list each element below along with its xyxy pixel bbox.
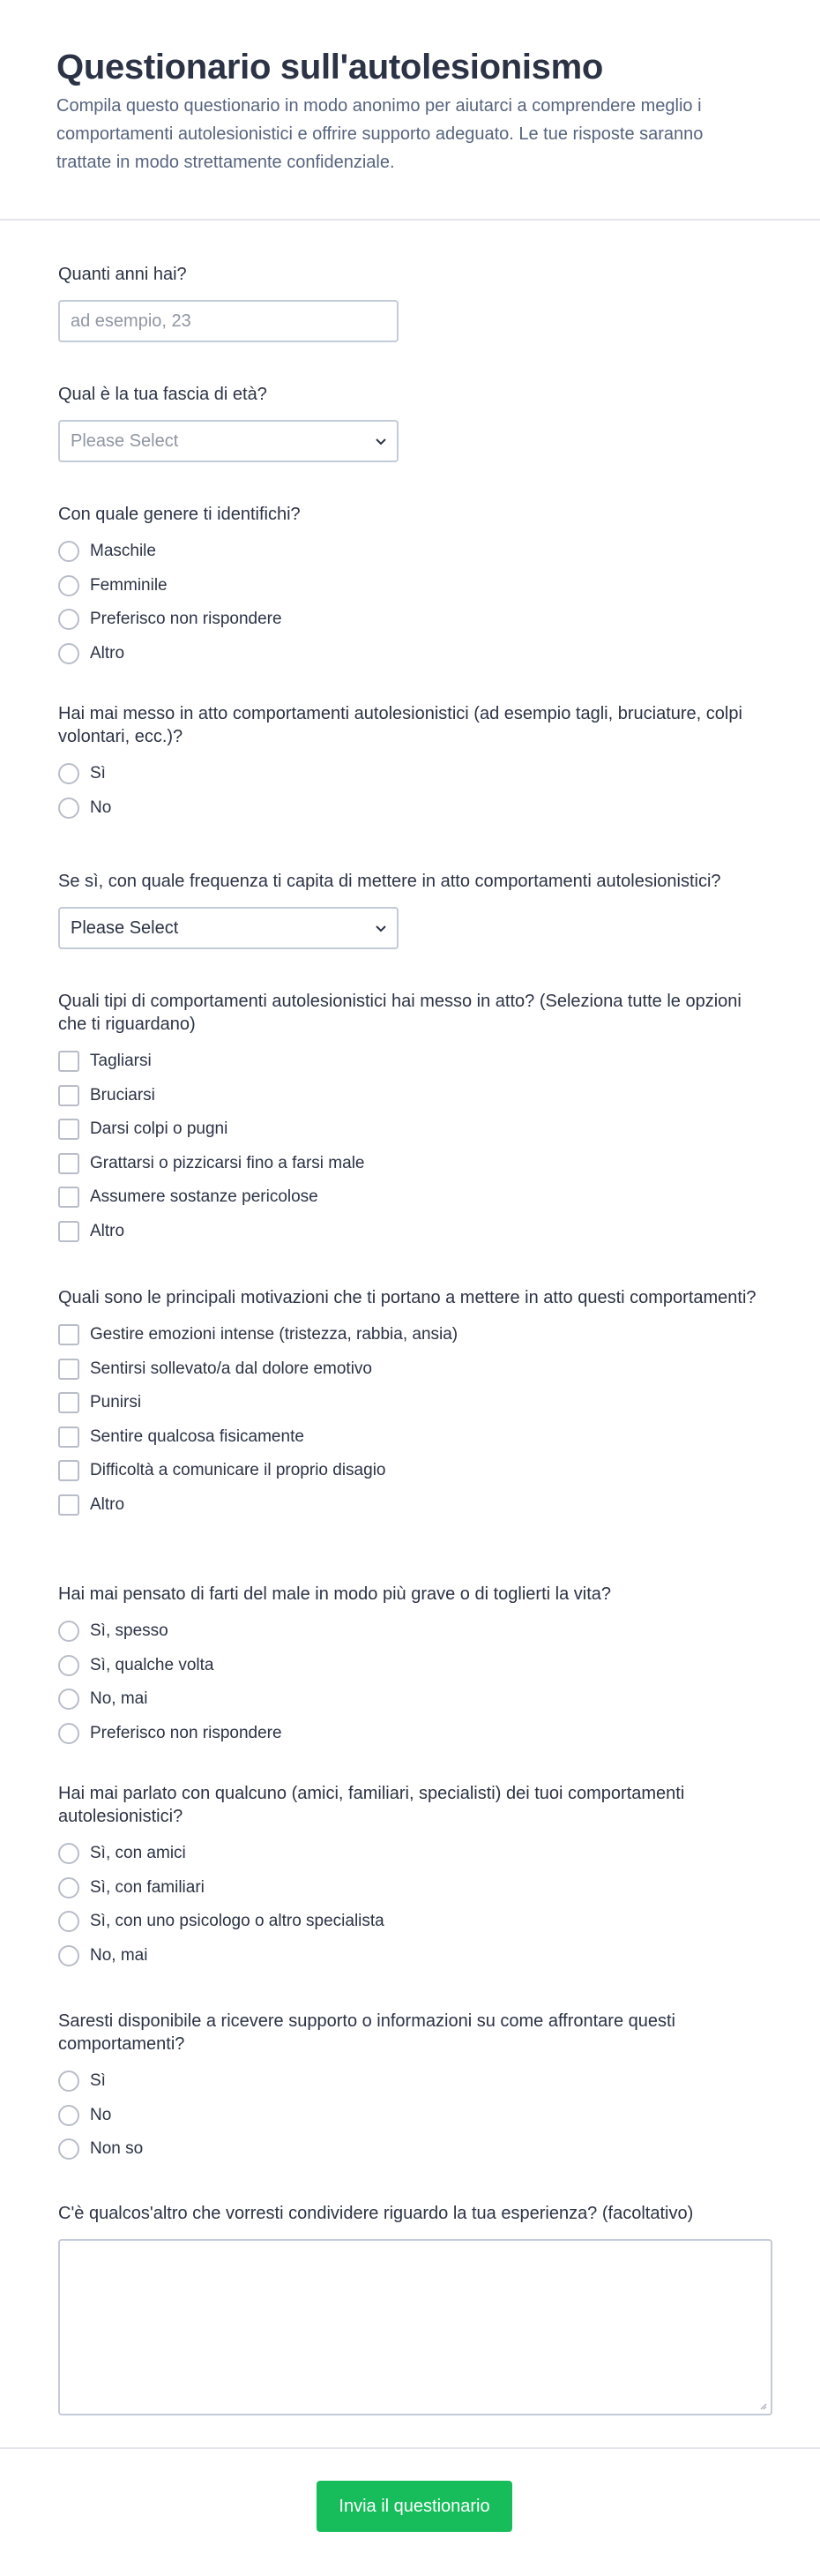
question-age-range — [58, 383, 762, 503]
question-gender — [58, 503, 762, 702]
option-label: Sentire qualcosa fisicamente — [90, 1427, 304, 1446]
checkbox-option[interactable] — [58, 1318, 762, 1352]
question-support — [58, 2010, 762, 2202]
option-label: Assumere sostanze pericolose — [90, 1187, 318, 1207]
talked-to-options — [58, 1837, 762, 1973]
radio-button[interactable] — [58, 1945, 79, 1966]
question-frequency — [58, 870, 762, 990]
radio-option[interactable] — [58, 535, 762, 569]
option-label: No — [90, 798, 112, 817]
question-label: Con quale genere ti identifichi? — [58, 505, 301, 524]
question-label: C'è qualcos'altro che vorresti condividere riguardo la tua esperienza? (facoltativo) — [58, 2204, 694, 2223]
checkbox-option[interactable] — [58, 1215, 762, 1249]
checkbox-option[interactable] — [58, 1112, 762, 1147]
option-label: Sentirsi sollevato/a dal dolore emotivo — [90, 1359, 373, 1378]
checkbox[interactable] — [58, 1324, 79, 1345]
checkbox-option[interactable] — [58, 1386, 762, 1420]
option-label: Tagliarsi — [90, 1052, 152, 1071]
submit-button[interactable]: Invia il questionario — [317, 2481, 512, 2532]
checkbox-option[interactable] — [58, 1180, 762, 1215]
checkbox-option[interactable] — [58, 1420, 762, 1455]
radio-button[interactable] — [58, 643, 79, 664]
option-label: Altro — [90, 643, 125, 663]
page-title: Questionario sull'autolesionismo — [56, 48, 604, 86]
radio-option[interactable] — [58, 1614, 762, 1649]
checkbox[interactable] — [58, 1359, 79, 1380]
checkbox-option[interactable] — [58, 1488, 762, 1523]
radio-option[interactable] — [58, 1837, 762, 1871]
radio-button[interactable] — [58, 763, 79, 784]
radio-option[interactable] — [58, 1682, 762, 1717]
checkbox-option[interactable] — [58, 1352, 762, 1387]
radio-button[interactable] — [58, 1655, 79, 1676]
select-value: Please Select — [71, 918, 179, 938]
option-label: Bruciarsi — [90, 1085, 155, 1105]
radio-button[interactable] — [58, 2071, 79, 2092]
question-suicidal-thoughts — [58, 1583, 762, 1782]
checkbox-option[interactable] — [58, 1045, 762, 1079]
checkbox[interactable] — [58, 1460, 79, 1481]
option-label: Sì — [90, 764, 106, 783]
question-talked-to-someone — [58, 1782, 762, 2010]
question-label: Hai mai parlato con qualcuno (amici, familiari, specialisti) dei tuoi comportamenti autolesionistici? — [58, 1784, 685, 1826]
option-label: Preferisco non rispondere — [90, 1723, 282, 1742]
question-label: Hai mai pensato di farti del male in modo più grave o di toglierti la vita? — [58, 1584, 611, 1604]
option-label: Maschile — [90, 542, 156, 561]
question-self-harm — [58, 702, 762, 870]
checkbox-option[interactable] — [58, 1147, 762, 1181]
checkbox[interactable] — [58, 1392, 79, 1413]
radio-option[interactable] — [58, 603, 762, 637]
option-label: No, mai — [90, 1945, 148, 1965]
radio-option[interactable] — [58, 1649, 762, 1683]
option-label: Sì, qualche volta — [90, 1655, 214, 1674]
question-label: Hai mai messo in atto comportamenti autolesionistici (ad esempio tagli, bruciature, colpi volontari, ecc.)? — [58, 704, 742, 746]
option-label: Sì, spesso — [90, 1621, 168, 1641]
radio-button[interactable] — [58, 1723, 79, 1744]
radio-button[interactable] — [58, 541, 79, 562]
question-label: Quali sono le principali motivazioni che ti portano a mettere in atto questi comportamenti? — [58, 1288, 757, 1307]
option-label: Punirsi — [90, 1393, 142, 1412]
form-body — [0, 221, 820, 2415]
radio-option[interactable] — [58, 757, 762, 791]
option-label: Darsi colpi o pugni — [90, 1120, 228, 1139]
suicidal-thoughts-options — [58, 1614, 762, 1750]
option-label: No, mai — [90, 1689, 148, 1709]
option-label: Altro — [90, 1221, 125, 1240]
age-range-select[interactable] — [58, 420, 399, 462]
checkbox[interactable] — [58, 1085, 79, 1106]
radio-button[interactable] — [58, 1911, 79, 1932]
radio-button[interactable] — [58, 2138, 79, 2160]
radio-button[interactable] — [58, 1621, 79, 1642]
question-motivations — [58, 1286, 762, 1583]
option-label: Altro — [90, 1494, 125, 1514]
option-label: Difficoltà a comunicare il proprio disagio — [90, 1461, 386, 1480]
radio-option[interactable] — [58, 2064, 762, 2099]
self-harm-options — [58, 757, 762, 825]
checkbox[interactable] — [58, 1051, 79, 1072]
option-label: Femminile — [90, 575, 168, 595]
radio-option[interactable] — [58, 2099, 762, 2133]
support-options — [58, 2064, 762, 2167]
option-label: Sì, con uno psicologo o altro specialista — [90, 1912, 384, 1931]
radio-button[interactable] — [58, 1877, 79, 1898]
question-behaviour-types — [58, 990, 762, 1286]
option-label: Sì — [90, 2071, 106, 2091]
checkbox[interactable] — [58, 1494, 79, 1516]
radio-button[interactable] — [58, 575, 79, 596]
checkbox[interactable] — [58, 1119, 79, 1140]
form-header — [0, 0, 820, 221]
gender-options — [58, 535, 762, 670]
radio-option[interactable] — [58, 637, 762, 671]
checkbox-option[interactable] — [58, 1454, 762, 1488]
question-additional-comments — [58, 2202, 762, 2415]
option-label: Non so — [90, 2139, 144, 2159]
checkbox[interactable] — [58, 1187, 79, 1208]
chevron-down-icon — [374, 434, 388, 448]
radio-option[interactable] — [58, 791, 762, 826]
option-label: Sì, con familiari — [90, 1877, 205, 1897]
question-label: Se sì, con quale frequenza ti capita di mettere in atto comportamenti autolesionistici? — [58, 872, 721, 891]
behaviour-type-options — [58, 1045, 762, 1248]
option-label: Grattarsi o pizzicarsi fino a farsi male — [90, 1153, 365, 1172]
question-label: Saresti disponibile a ricevere supporto o informazioni su come affrontare questi comportamenti? — [58, 2011, 675, 2054]
comments-textarea[interactable] — [58, 2239, 772, 2415]
option-label: Preferisco non rispondere — [90, 610, 282, 629]
radio-option[interactable] — [58, 1905, 762, 1939]
motivation-options — [58, 1318, 762, 1522]
question-label: Quali tipi di comportamenti autolesionistici hai messo in atto? (Seleziona tutte le opzioni che ti riguardano) — [58, 992, 742, 1034]
checkbox-option[interactable] — [58, 1079, 762, 1113]
radio-option[interactable] — [58, 569, 762, 603]
option-label: Gestire emozioni intense (tristezza, rabbia, ansia) — [90, 1325, 458, 1344]
select-value: Please Select — [71, 431, 179, 451]
age-input[interactable] — [58, 300, 399, 342]
radio-button[interactable] — [58, 1689, 79, 1710]
checkbox[interactable] — [58, 1221, 79, 1242]
radio-option[interactable] — [58, 1871, 762, 1906]
radio-option[interactable] — [58, 1717, 762, 1751]
question-label: Quanti anni hai? — [58, 265, 187, 284]
chevron-down-icon — [374, 921, 388, 935]
radio-button[interactable] — [58, 609, 79, 630]
radio-option[interactable] — [58, 1939, 762, 1973]
radio-button[interactable] — [58, 2105, 79, 2126]
radio-option[interactable] — [58, 2132, 762, 2167]
resize-grip-icon[interactable] — [758, 2401, 767, 2410]
option-label: Sì, con amici — [90, 1844, 186, 1863]
form-footer — [0, 2447, 820, 2576]
frequency-select[interactable] — [58, 907, 399, 949]
option-label: No — [90, 2105, 112, 2124]
checkbox[interactable] — [58, 1427, 79, 1448]
question-age — [58, 263, 762, 383]
checkbox[interactable] — [58, 1153, 79, 1174]
page-description: Compila questo questionario in modo anonimo per aiutarci a comprendere meglio i comportamenti autolesionistici e offrire supporto adeguato. Le tue risposte saranno trattate in modo strettamente confidenziale. — [56, 96, 704, 172]
question-label: Qual è la tua fascia di età? — [58, 385, 267, 404]
radio-button[interactable] — [58, 1843, 79, 1864]
radio-button[interactable] — [58, 798, 79, 819]
